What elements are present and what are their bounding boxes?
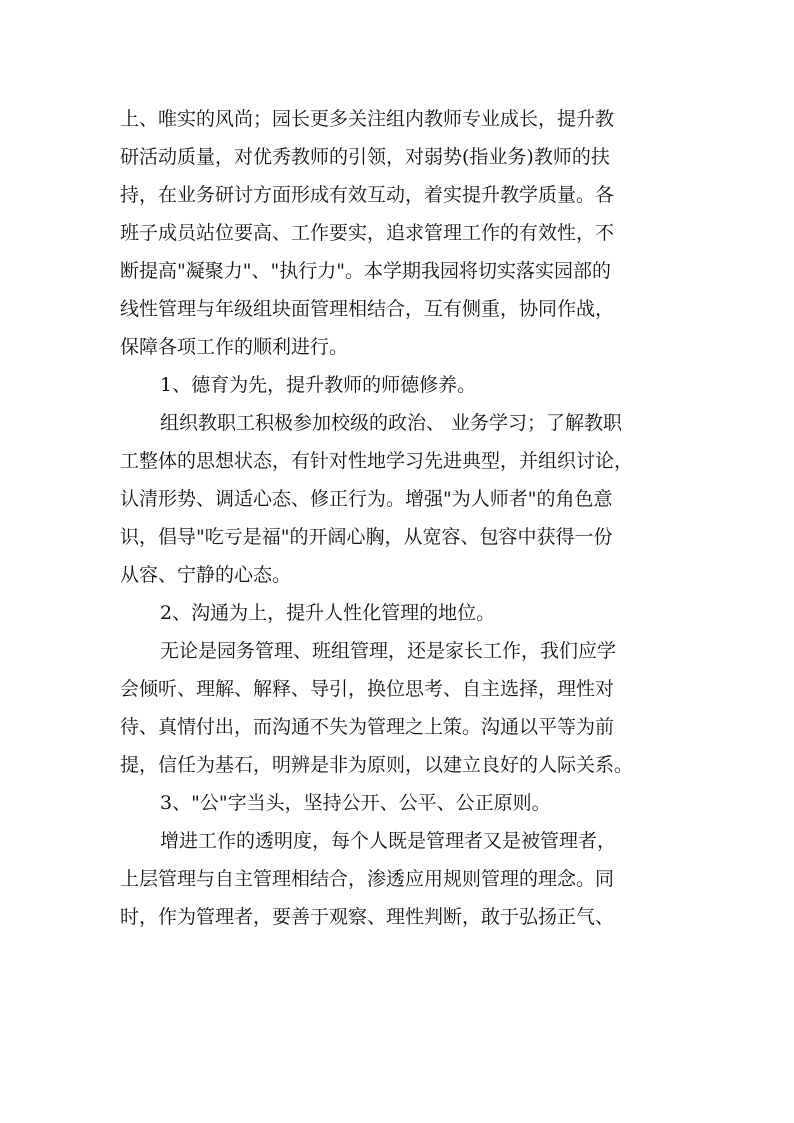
text-line: 提，信任为基石，明辨是非为原则，以建立良好的人际关系。 [120,754,634,776]
text-line: 待、真情付出，而沟通不失为管理之上策。沟通以平等为前 [120,716,615,738]
text-line: 断提高"凝聚力"、"执行力"。本学期我园将切实落实园部的 [120,260,611,282]
text-line: 识，倡导"吃亏是福"的开阔心胸，从宽容、包容中获得一份 [120,526,613,548]
text-line: 持，在业务研讨方面形成有效互动，着实提升教学质量。各 [120,184,615,206]
text-line: 上、唯实的风尚；园长更多关注组内教师专业成长，提升教 [120,108,615,130]
text-line: 增进工作的透明度，每个人既是管理者又是被管理者， [160,830,617,852]
text-line: 上层管理与自主管理相结合，渗透应用规则管理的理念。同 [120,868,615,890]
text-line: 会倾听、理解、解释、导引，换位思考、自主选择，理性对 [120,678,615,700]
text-line: 线性管理与年级组块面管理相结合，互有侧重，协同作战， [120,298,615,320]
text-line: 无论是园务管理、班组管理，还是家长工作，我们应学 [160,640,617,662]
section-heading: 2、沟通为上，提升人性化管理的地位。 [160,602,496,624]
text-line: 工整体的思想状态，有针对性地学习先进典型，并组织讨论， [120,450,634,472]
section-heading: 3、"公"字当头，坚持公开、公平、公正原则。 [160,792,551,814]
text-line: 保障各项工作的顺利进行。 [120,336,349,358]
text-line: 组织教职工积极参加校级的政治、 业务学习；了解教职 [160,412,623,434]
text-line: 时，作为管理者，要善于观察、理性判断，敢于弘扬正气、 [120,906,615,928]
document-body [120,100,676,936]
text-line: 从容、宁静的心态。 [120,564,292,586]
text-line: 班子成员站位要高、工作要实，追求管理工作的有效性，不 [120,222,615,244]
section-heading: 1、德育为先，提升教师的师德修养。 [160,374,477,396]
text-line: 研活动质量，对优秀教师的引领，对弱势(指业务)教师的扶 [120,146,610,168]
text-line: 认清形势、调适心态、修正行为。增强"为人师者"的角色意 [120,488,613,510]
